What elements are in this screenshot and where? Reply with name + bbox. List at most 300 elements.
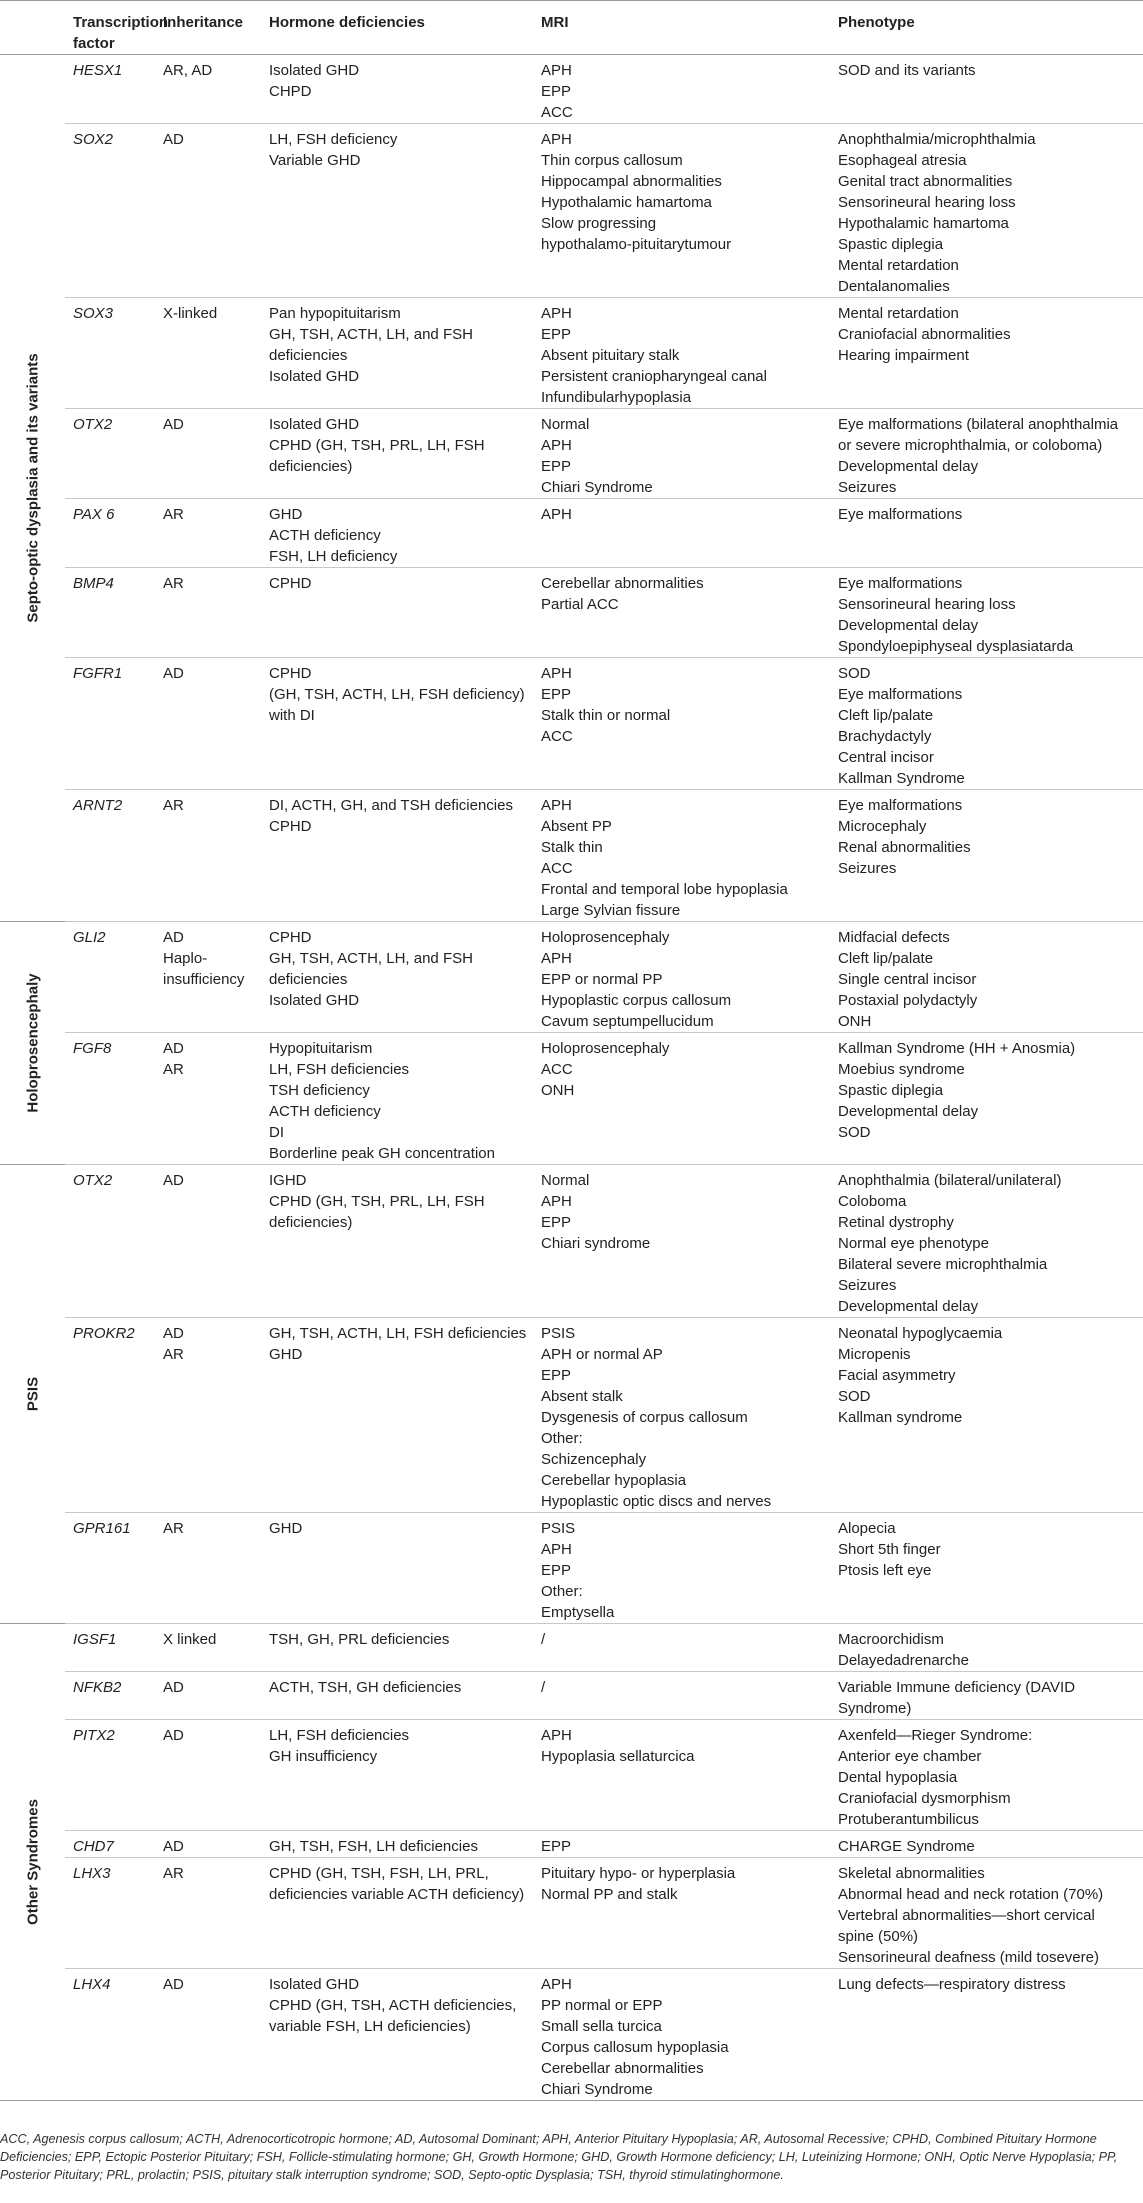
phenotype-line: Esophageal atresia — [838, 152, 967, 169]
mri-line: Schizencephaly — [541, 1451, 647, 1468]
inheritance-line: AD — [163, 929, 184, 946]
inheritance-cell — [155, 658, 261, 790]
transcription-factor-cell: FGFR1 — [65, 658, 155, 790]
mri-line: hypothalamo-pituitarytumour — [541, 236, 732, 253]
phenotype-line: Seizures — [838, 860, 897, 877]
hormone-deficiencies-cell — [261, 1624, 533, 1672]
phenotype-line: Variable Immune deficiency (DAVID — [838, 1679, 1076, 1696]
inheritance-cell — [155, 568, 261, 658]
phenotype-line: Spastic diplegia — [838, 1082, 944, 1099]
transcription-factor-cell: BMP4 — [65, 568, 155, 658]
hormone-deficiencies-cell — [261, 1831, 533, 1858]
hormone-deficiencies-cell — [261, 499, 533, 568]
phenotype-line: Seizures — [838, 1277, 897, 1294]
phenotype-cell — [830, 1969, 1143, 2101]
phenotype-line: Syndrome) — [838, 1700, 912, 1717]
hormone-deficiencies-line: ACTH deficiency — [269, 527, 381, 544]
hormone-deficiencies-line: IGHD — [269, 1172, 307, 1189]
inheritance-cell — [155, 1033, 261, 1165]
table-row — [0, 1720, 1143, 1831]
mri-line: ACC — [541, 860, 573, 877]
mri-line: Other: — [541, 1583, 583, 1600]
mri-line: EPP — [541, 83, 572, 100]
table-footnote: ACC, Agenesis corpus callosum; ACTH, Adrenocorticotropic hormone; AD, Autosomal Dominant; APH, Anterior Pituitary Hypoplasia; AR, Autosomal Recessive; CPHD, Combined Pituitary Hormone Deficiencies; EPP, Ectopic Posterior Pituitary; FSH, Follicle-stimulating hormone; GH, Growth Hormone; GHD, Growth Hormone deficiency; LH, Luteinizing Hormone; ONH, Optic Nerve Hypoplasia; PP, Posterior Pituitary; PRL, prolactin; PSIS, pituitary stalk interruption syndrome; SOD, Septo-optic Dysplasia; TSH, thyroid stimulatinghormone. — [0, 2132, 1118, 2182]
phenotype-line: Mental retardation — [838, 257, 959, 274]
phenotype-line: SOD — [838, 1124, 871, 1141]
inheritance-line: AD — [163, 1040, 184, 1057]
mri-line: ACC — [541, 1061, 573, 1078]
hormone-deficiencies-line: deficiencies — [269, 347, 348, 364]
mri-line: PSIS — [541, 1520, 576, 1537]
phenotype-line: Short 5th finger — [838, 1541, 941, 1558]
inheritance-line: AR — [163, 1520, 184, 1537]
mri-line: Cavum septumpellucidum — [541, 1013, 714, 1030]
hormone-deficiencies-line: GHD — [269, 506, 303, 523]
table-row — [0, 922, 1143, 1033]
inheritance-cell — [155, 55, 261, 124]
hormone-deficiencies-cell — [261, 1858, 533, 1969]
phenotype-line: Neonatal hypoglycaemia — [838, 1325, 1003, 1342]
header-group — [0, 1, 65, 55]
phenotype-line: Brachydactyly — [838, 728, 932, 745]
table-row — [0, 1033, 1143, 1165]
phenotype-line: Alopecia — [838, 1520, 896, 1537]
inheritance-line: AR, AD — [163, 62, 213, 79]
hormone-deficiencies-cell — [261, 298, 533, 409]
phenotype-line: Micropenis — [838, 1346, 911, 1363]
mri-line: EPP — [541, 458, 572, 475]
hormone-deficiencies-line: CPHD — [269, 665, 312, 682]
inheritance-line: AD — [163, 1976, 184, 1993]
header-phenotype: Phenotype — [830, 1, 1143, 55]
table-row — [0, 658, 1143, 790]
inheritance-line: AR — [163, 575, 184, 592]
phenotype-line: Ptosis left eye — [838, 1562, 932, 1579]
hormone-deficiencies-line: GH, TSH, ACTH, LH, and FSH — [269, 326, 473, 343]
table-row — [0, 1969, 1143, 2101]
inheritance-line: X linked — [163, 1631, 217, 1648]
mri-cell — [533, 1165, 830, 1318]
mri-line: EPP — [541, 1562, 572, 1579]
mri-line: EPP — [541, 326, 572, 343]
mri-line: Partial ACC — [541, 596, 619, 613]
group-cell — [0, 55, 65, 922]
phenotype-cell — [830, 1858, 1143, 1969]
phenotype-cell — [830, 790, 1143, 922]
inheritance-cell — [155, 1858, 261, 1969]
mri-cell — [533, 568, 830, 658]
hormone-deficiencies-line: LH, FSH deficiency — [269, 131, 398, 148]
hormone-deficiencies-line: CPHD (GH, TSH, FSH, LH, PRL, — [269, 1865, 489, 1882]
phenotype-line: SOD and its variants — [838, 62, 976, 79]
hormone-deficiencies-line: LH, FSH deficiencies — [269, 1061, 410, 1078]
mri-line: EPP — [541, 686, 572, 703]
phenotype-line: Genital tract abnormalities — [838, 173, 1013, 190]
mri-line: Hypoplastic corpus callosum — [541, 992, 732, 1009]
mri-line: Hypoplasia sellaturcica — [541, 1748, 695, 1765]
inheritance-cell — [155, 1672, 261, 1720]
phenotype-line: Anophthalmia/microphthalmia — [838, 131, 1036, 148]
phenotype-cell — [830, 1513, 1143, 1624]
phenotype-line: Kallman Syndrome (HH + Anosmia) — [838, 1040, 1076, 1057]
mri-line: EPP — [541, 1367, 572, 1384]
hormone-deficiencies-line: GH, TSH, FSH, LH deficiencies — [269, 1838, 478, 1855]
phenotype-line: Vertebral abnormalities—short cervical — [838, 1907, 1095, 1924]
hormone-deficiencies-line: Pan hypopituitarism — [269, 305, 401, 322]
transcription-factor-cell: ARNT2 — [65, 790, 155, 922]
mri-line: Hippocampal abnormalities — [541, 173, 722, 190]
inheritance-line: AD — [163, 131, 184, 148]
transcription-factor-cell: SOX2 — [65, 124, 155, 298]
phenotype-line: SOD — [838, 665, 871, 682]
mri-line: Normal — [541, 1172, 590, 1189]
phenotype-line: Anophthalmia (bilateral/unilateral) — [838, 1172, 1062, 1189]
phenotype-line: Eye malformations — [838, 797, 963, 814]
hormone-deficiencies-line: ACTH deficiency — [269, 1103, 381, 1120]
inheritance-cell — [155, 1165, 261, 1318]
transcription-factor-cell: OTX2 — [65, 1165, 155, 1318]
phenotype-line: Hearing impairment — [838, 347, 969, 364]
transcription-factor-cell: HESX1 — [65, 55, 155, 124]
inheritance-cell — [155, 124, 261, 298]
mri-cell — [533, 1969, 830, 2101]
phenotype-line: Seizures — [838, 479, 897, 496]
inheritance-cell — [155, 499, 261, 568]
table-row — [0, 568, 1143, 658]
mri-line: Holoprosencephaly — [541, 929, 670, 946]
phenotype-line: Abnormal head and neck rotation (70%) — [838, 1886, 1104, 1903]
hormone-deficiencies-line: Isolated GHD — [269, 368, 360, 385]
inheritance-line: AR — [163, 1865, 184, 1882]
phenotype-cell — [830, 1318, 1143, 1513]
transcription-factor-cell: SOX3 — [65, 298, 155, 409]
table-row — [0, 298, 1143, 409]
inheritance-line: AR — [163, 506, 184, 523]
phenotype-line: Renal abnormalities — [838, 839, 971, 856]
mri-line: Holoprosencephaly — [541, 1040, 670, 1057]
mri-line: / — [541, 1631, 546, 1648]
group-cell — [0, 1624, 65, 2101]
hormone-deficiencies-cell — [261, 922, 533, 1033]
mri-line: EPP or normal PP — [541, 971, 663, 988]
mri-line: Large Sylvian fissure — [541, 902, 681, 919]
phenotype-line: Sensorineural hearing loss — [838, 194, 1016, 211]
inheritance-line: AR — [163, 1061, 184, 1078]
inheritance-cell — [155, 1969, 261, 2101]
mri-line: PP normal or EPP — [541, 1997, 663, 2014]
phenotype-line: Spondyloepiphyseal dysplasiatarda — [838, 638, 1074, 655]
phenotype-line: Midfacial defects — [838, 929, 950, 946]
hormone-deficiencies-line: LH, FSH deficiencies — [269, 1727, 410, 1744]
mri-line: / — [541, 1679, 546, 1696]
mri-line: Normal — [541, 416, 590, 433]
hormone-deficiencies-cell — [261, 55, 533, 124]
phenotype-line: Kallman Syndrome — [838, 770, 965, 787]
mri-line: Emptysella — [541, 1604, 615, 1621]
phenotype-line: Spastic diplegia — [838, 236, 944, 253]
hormone-deficiencies-line: CPHD — [269, 929, 312, 946]
mri-line: APH — [541, 1541, 572, 1558]
hormone-deficiencies-line: deficiencies) — [269, 1214, 353, 1231]
mri-line: Absent PP — [541, 818, 612, 835]
hormone-deficiencies-line: Isolated GHD — [269, 992, 360, 1009]
hormone-deficiencies-line: Isolated GHD — [269, 62, 360, 79]
hormone-deficiencies-line: DI — [269, 1124, 284, 1141]
phenotype-line: Eye malformations — [838, 506, 963, 523]
phenotype-line: Eye malformations (bilateral anophthalmia — [838, 416, 1119, 433]
mri-line: Dysgenesis of corpus callosum — [541, 1409, 748, 1426]
hormone-deficiencies-line: GH, TSH, ACTH, LH, FSH deficiencies — [269, 1325, 527, 1342]
mri-cell — [533, 124, 830, 298]
mri-line: Stalk thin — [541, 839, 603, 856]
mri-line: ACC — [541, 104, 573, 121]
phenotype-line: Cleft lip/palate — [838, 950, 934, 967]
phenotype-line: Bilateral severe microphthalmia — [838, 1256, 1048, 1273]
group-label: Other Syndromes — [24, 1799, 41, 1925]
phenotype-line: Macroorchidism — [838, 1631, 944, 1648]
mri-cell — [533, 1672, 830, 1720]
phenotype-cell — [830, 1165, 1143, 1318]
phenotype-cell — [830, 1672, 1143, 1720]
transcription-factor-cell: LHX3 — [65, 1858, 155, 1969]
mri-line: Pituitary hypo- or hyperplasia — [541, 1865, 736, 1882]
table-row — [0, 499, 1143, 568]
hormone-deficiencies-line: CPHD (GH, TSH, PRL, LH, FSH — [269, 1193, 485, 1210]
phenotype-cell — [830, 1624, 1143, 1672]
mri-line: APH — [541, 305, 572, 322]
hormone-deficiencies-cell — [261, 1969, 533, 2101]
hormone-deficiencies-line: TSH, GH, PRL deficiencies — [269, 1631, 450, 1648]
mri-line: Chiari Syndrome — [541, 479, 653, 496]
phenotype-line: Retinal dystrophy — [838, 1214, 954, 1231]
hormone-deficiencies-cell — [261, 1672, 533, 1720]
phenotype-line: Craniofacial dysmorphism — [838, 1790, 1011, 1807]
transcription-factor-cell: FGF8 — [65, 1033, 155, 1165]
phenotype-line: ONH — [838, 1013, 872, 1030]
mri-line: Thin corpus callosum — [541, 152, 683, 169]
hormone-deficiencies-cell — [261, 790, 533, 922]
mri-line: APH — [541, 1976, 572, 1993]
hormone-deficiencies-line: Borderline peak GH concentration — [269, 1145, 495, 1162]
phenotype-line: Mental retardation — [838, 305, 959, 322]
phenotype-cell — [830, 922, 1143, 1033]
table-header — [0, 1, 1143, 55]
phenotype-line: Dental hypoplasia — [838, 1769, 958, 1786]
mri-line: Hypothalamic hamartoma — [541, 194, 712, 211]
inheritance-line: AR — [163, 797, 184, 814]
mri-line: Stalk thin or normal — [541, 707, 671, 724]
hormone-deficiencies-line: deficiencies variable ACTH deficiency) — [269, 1886, 525, 1903]
inheritance-cell — [155, 922, 261, 1033]
transcription-factor-cell: GLI2 — [65, 922, 155, 1033]
phenotype-cell — [830, 55, 1143, 124]
phenotype-cell — [830, 658, 1143, 790]
phenotype-cell — [830, 568, 1143, 658]
group-label: PSIS — [24, 1376, 41, 1412]
hormone-deficiencies-cell — [261, 1033, 533, 1165]
mri-cell — [533, 922, 830, 1033]
phenotype-line: Moebius syndrome — [838, 1061, 965, 1078]
inheritance-cell — [155, 790, 261, 922]
phenotype-cell — [830, 1831, 1143, 1858]
phenotype-cell — [830, 499, 1143, 568]
hormone-deficiencies-line: GH insufficiency — [269, 1748, 378, 1765]
mri-cell — [533, 658, 830, 790]
mri-line: APH — [541, 131, 572, 148]
mri-cell — [533, 55, 830, 124]
phenotype-line: Facial asymmetry — [838, 1367, 956, 1384]
mri-line: APH — [541, 437, 572, 454]
phenotype-line: or severe microphthalmia, or coloboma) — [838, 437, 1103, 454]
hormone-deficiencies-line: Variable GHD — [269, 152, 361, 169]
inheritance-cell — [155, 1513, 261, 1624]
mri-line: Cerebellar abnormalities — [541, 2060, 704, 2077]
mri-cell — [533, 1033, 830, 1165]
mri-line: Persistent craniopharyngeal canal — [541, 368, 767, 385]
table-row — [0, 1858, 1143, 1969]
table-row — [0, 1624, 1143, 1672]
inheritance-line: AD — [163, 1679, 184, 1696]
hormone-deficiencies-line: GH, TSH, ACTH, LH, and FSH — [269, 950, 473, 967]
phenotype-line: Developmental delay — [838, 617, 979, 634]
mri-cell — [533, 1318, 830, 1513]
table-body — [0, 55, 1143, 2101]
group-label: Holoprosencephaly — [24, 973, 41, 1113]
mri-line: Infundibularhypoplasia — [541, 389, 692, 406]
inheritance-line: X-linked — [163, 305, 218, 322]
phenotype-cell — [830, 1033, 1143, 1165]
mri-line: Chiari syndrome — [541, 1235, 651, 1252]
inheritance-cell — [155, 1318, 261, 1513]
inheritance-line: AD — [163, 665, 184, 682]
table-row — [0, 1165, 1143, 1318]
hormone-deficiencies-line: CHPD — [269, 83, 312, 100]
mri-cell — [533, 409, 830, 499]
phenotype-line: Eye malformations — [838, 575, 963, 592]
mri-line: APH — [541, 506, 572, 523]
inheritance-line: AD — [163, 1838, 184, 1855]
phenotype-line: Cleft lip/palate — [838, 707, 934, 724]
mri-line: Slow progressing — [541, 215, 657, 232]
phenotype-line: Central incisor — [838, 749, 934, 766]
hormone-deficiencies-line: GHD — [269, 1346, 303, 1363]
hormone-deficiencies-cell — [261, 409, 533, 499]
hormone-deficiencies-line: deficiencies) — [269, 458, 353, 475]
mri-line: APH — [541, 1727, 572, 1744]
inheritance-cell — [155, 1831, 261, 1858]
hormone-deficiencies-cell — [261, 1720, 533, 1831]
inheritance-cell — [155, 409, 261, 499]
phenotype-line: Sensorineural deafness (mild tosevere) — [838, 1949, 1099, 1966]
inheritance-line: Haplo- — [163, 950, 208, 967]
table-row — [0, 409, 1143, 499]
mri-cell — [533, 1513, 830, 1624]
mri-cell — [533, 499, 830, 568]
mri-line: APH — [541, 797, 572, 814]
transcription-factor-cell: IGSF1 — [65, 1624, 155, 1672]
hormone-deficiencies-line: CPHD (GH, TSH, ACTH deficiencies, — [269, 1997, 517, 2014]
mri-line: ONH — [541, 1082, 575, 1099]
transcription-factor-cell: OTX2 — [65, 409, 155, 499]
transcription-factor-cell: GPR161 — [65, 1513, 155, 1624]
phenotype-line: SOD — [838, 1388, 871, 1405]
mri-cell — [533, 1720, 830, 1831]
hormone-deficiencies-line: ACTH, TSH, GH deficiencies — [269, 1679, 462, 1696]
hormone-deficiencies-line: TSH deficiency — [269, 1082, 370, 1099]
phenotype-line: Hypothalamic hamartoma — [838, 215, 1009, 232]
table-row — [0, 1672, 1143, 1720]
hormone-deficiencies-line: variable FSH, LH deficiencies) — [269, 2018, 471, 2035]
phenotype-line: Normal eye phenotype — [838, 1235, 989, 1252]
group-cell — [0, 922, 65, 1165]
phenotype-line: Developmental delay — [838, 1103, 979, 1120]
mri-line: APH — [541, 665, 572, 682]
phenotype-line: Delayedadrenarche — [838, 1652, 969, 1669]
phenotype-line: Developmental delay — [838, 1298, 979, 1315]
inheritance-cell — [155, 1720, 261, 1831]
hormone-deficiencies-line: FSH, LH deficiency — [269, 548, 398, 565]
header-transcription-factor: Transcription factor — [65, 1, 155, 55]
phenotype-cell — [830, 409, 1143, 499]
inheritance-line: AD — [163, 1325, 184, 1342]
phenotype-cell — [830, 298, 1143, 409]
hormone-deficiencies-line: Isolated GHD — [269, 416, 360, 433]
transcription-factor-cell: PITX2 — [65, 1720, 155, 1831]
mri-cell — [533, 298, 830, 409]
hormone-deficiencies-cell — [261, 658, 533, 790]
mri-line: Cerebellar hypoplasia — [541, 1472, 687, 1489]
phenotype-line: Single central incisor — [838, 971, 977, 988]
inheritance-cell — [155, 1624, 261, 1672]
phenotype-line: spine (50%) — [838, 1928, 919, 1945]
inheritance-line: AD — [163, 1172, 184, 1189]
phenotype-line: Protuberantumbilicus — [838, 1811, 979, 1828]
phenotype-line: Skeletal abnormalities — [838, 1865, 985, 1882]
hormone-deficiencies-line: Hypopituitarism — [269, 1040, 373, 1057]
transcription-factor-cell: PROKR2 — [65, 1318, 155, 1513]
hormone-deficiencies-line: CPHD — [269, 818, 312, 835]
mri-line: Cerebellar abnormalities — [541, 575, 704, 592]
header-mri: MRI — [533, 1, 830, 55]
hormone-deficiencies-cell — [261, 1165, 533, 1318]
phenotype-line: Dentalanomalies — [838, 278, 950, 295]
mri-line: PSIS — [541, 1325, 576, 1342]
table-row — [0, 55, 1143, 124]
inheritance-cell — [155, 298, 261, 409]
group-label: Septo-optic dysplasia and its variants — [24, 353, 41, 623]
phenotype-line: Craniofacial abnormalities — [838, 326, 1011, 343]
hormone-deficiencies-cell — [261, 568, 533, 658]
hormone-deficiencies-cell — [261, 124, 533, 298]
inheritance-line: insufficiency — [163, 971, 245, 988]
phenotype-line: Lung defects—respiratory distress — [838, 1976, 1066, 1993]
table-row — [0, 1318, 1143, 1513]
mri-cell — [533, 1624, 830, 1672]
table-row — [0, 124, 1143, 298]
mri-line: APH — [541, 950, 572, 967]
transcription-factor-cell: LHX4 — [65, 1969, 155, 2101]
phenotype-line: Developmental delay — [838, 458, 979, 475]
mri-line: Chiari Syndrome — [541, 2081, 653, 2098]
mri-line: Other: — [541, 1430, 583, 1447]
header-inheritance: Inheritance — [155, 1, 261, 55]
hormone-deficiencies-line: CPHD — [269, 575, 312, 592]
phenotype-line: Eye malformations — [838, 686, 963, 703]
mri-line: Normal PP and stalk — [541, 1886, 678, 1903]
mri-line: Corpus callosum hypoplasia — [541, 2039, 729, 2056]
mri-line: APH — [541, 62, 572, 79]
hormone-deficiencies-cell — [261, 1513, 533, 1624]
